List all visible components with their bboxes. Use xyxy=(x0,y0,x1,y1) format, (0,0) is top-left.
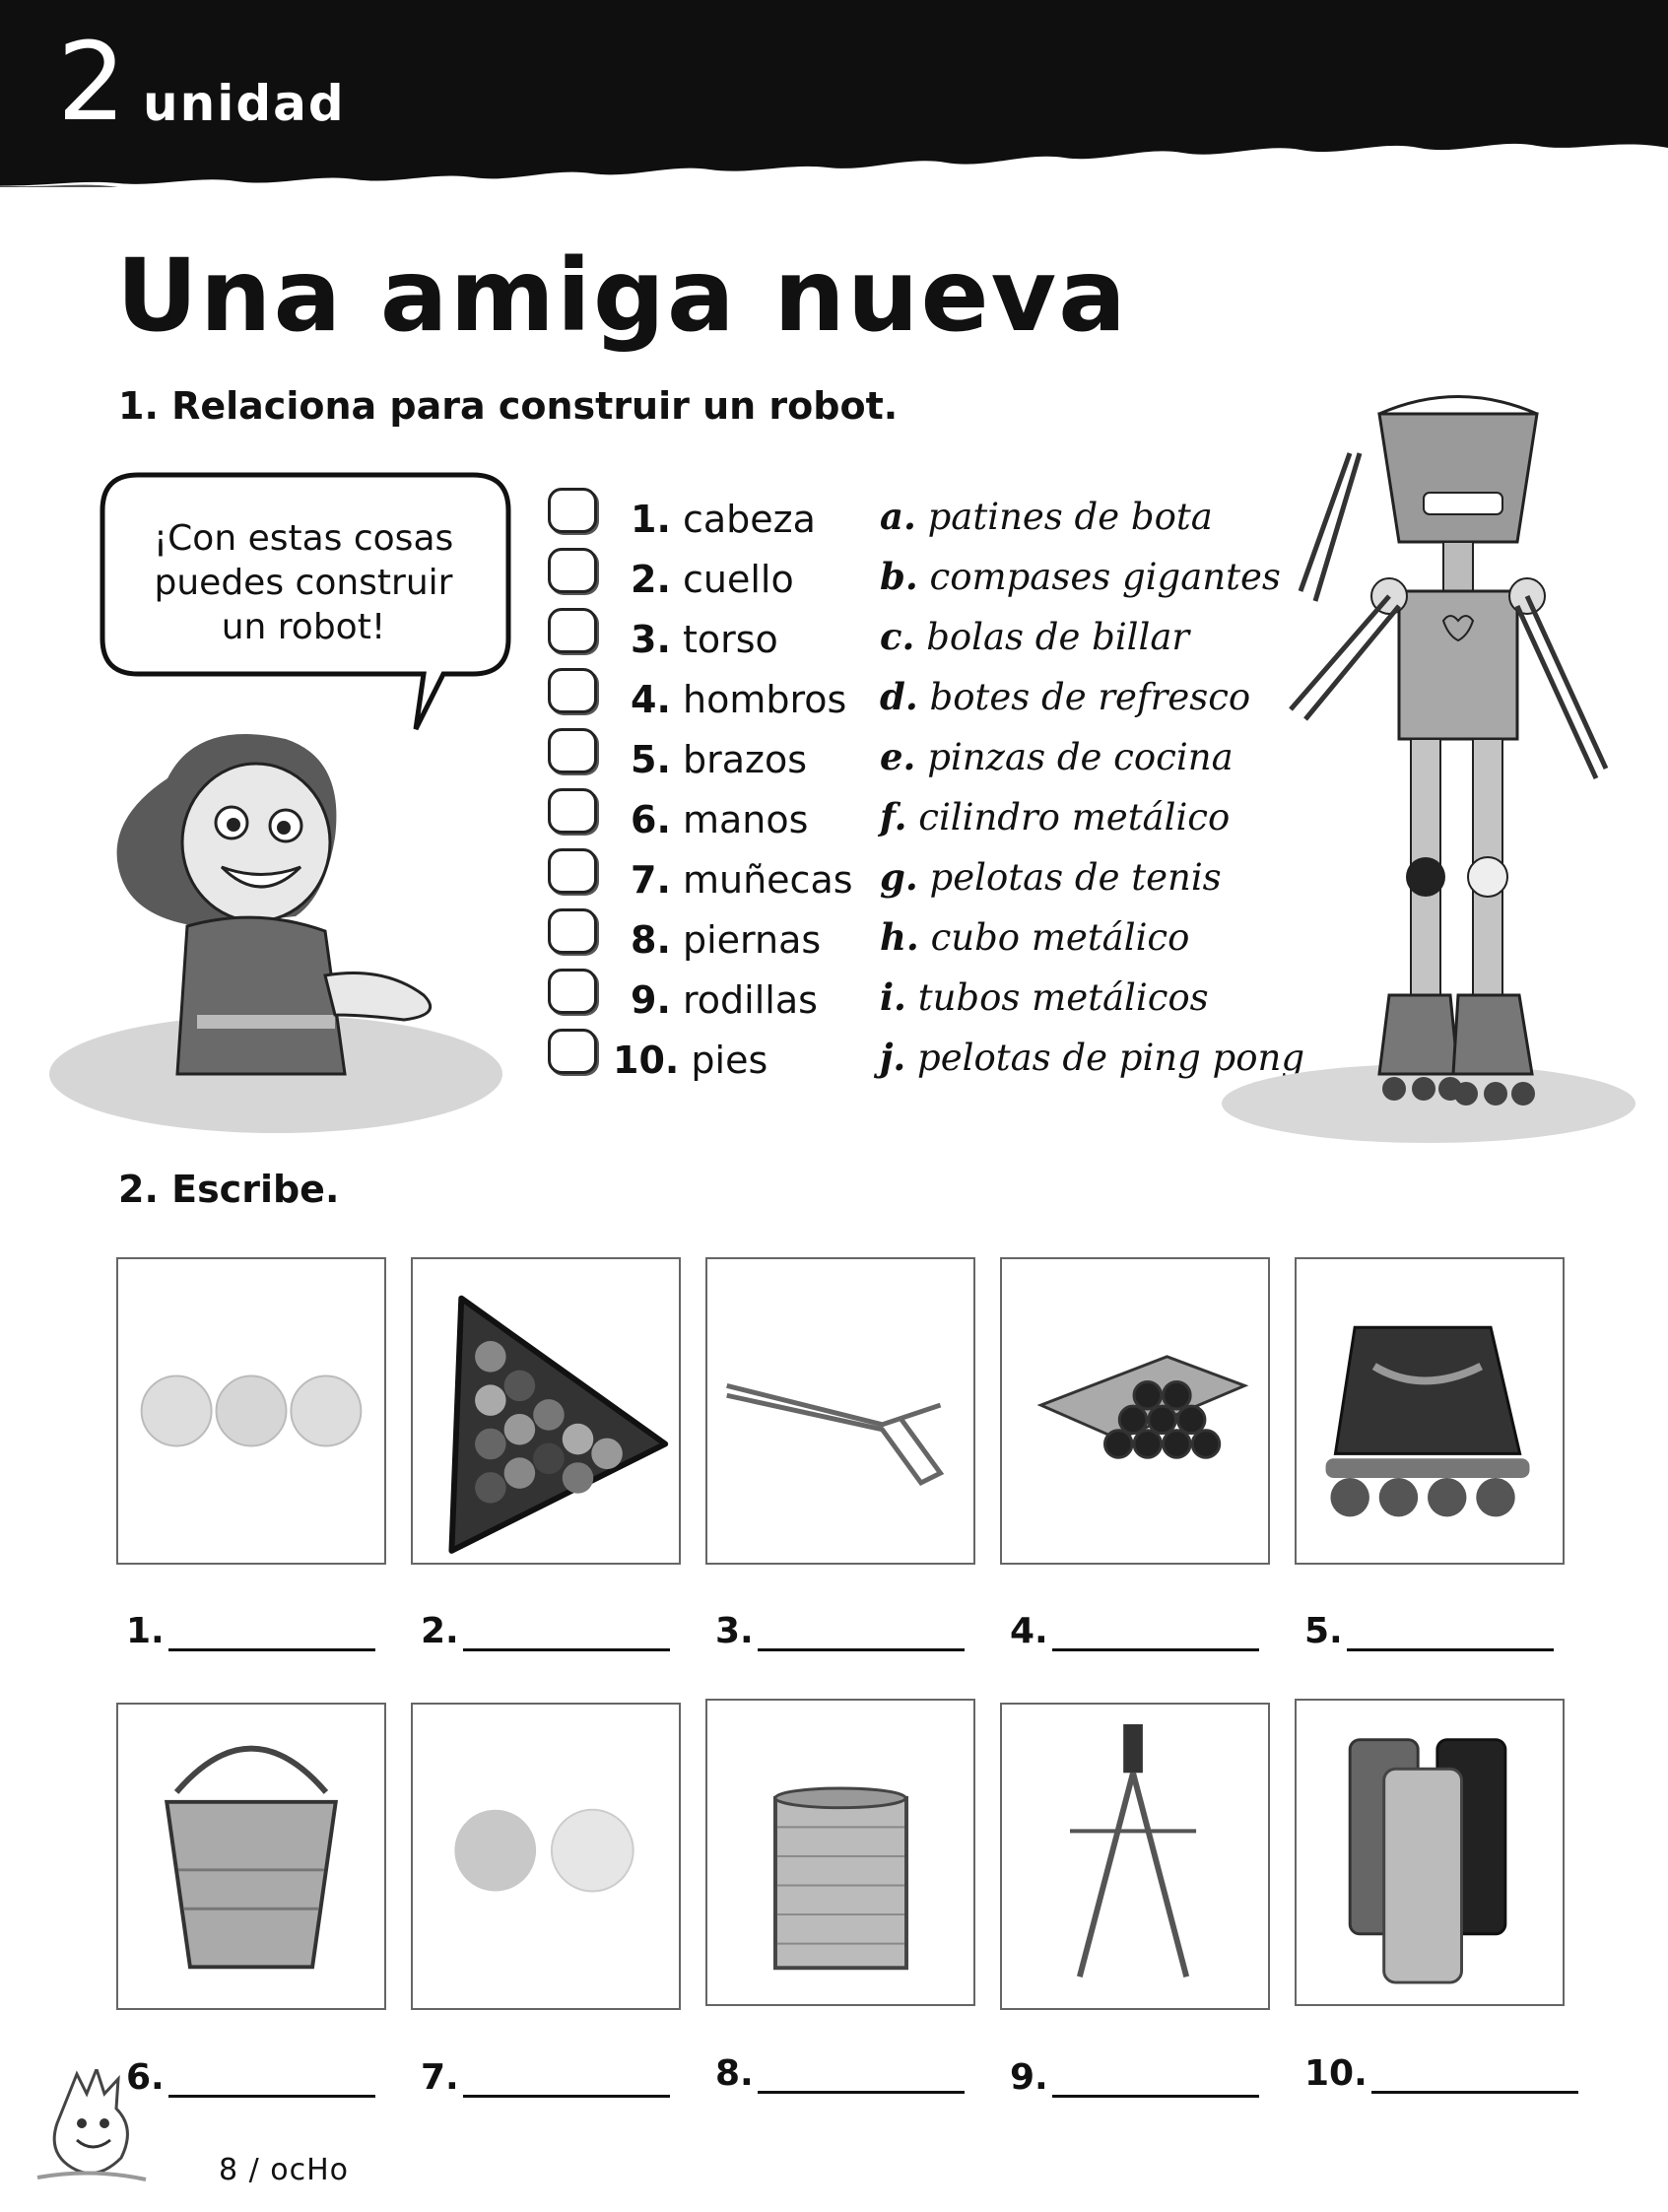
answer-box-8[interactable] xyxy=(548,908,597,954)
metal-bucket-icon xyxy=(118,1705,384,2008)
speech-bubble-text xyxy=(116,516,491,649)
answer-box-4[interactable] xyxy=(548,668,597,713)
blank-number-1: 1. xyxy=(126,1611,165,1651)
page-number: 8 / ocHo xyxy=(219,2153,350,2187)
soda-cans-icon xyxy=(1297,1701,1563,2004)
body-part-3: 3. torso xyxy=(631,618,778,661)
body-part-2: 2. cuello xyxy=(631,558,794,601)
item-b: b. compases gigantes xyxy=(880,555,1281,598)
photo-7 xyxy=(411,1703,681,2010)
body-part-9: 9. rodillas xyxy=(631,978,818,1022)
photo-5 xyxy=(1295,1257,1565,1565)
kitchen-tongs-icon xyxy=(707,1259,973,1563)
exercise-1-instruction: 1. Relaciona para construir un robot. xyxy=(118,384,899,428)
blank-number-10: 10. xyxy=(1304,2053,1368,2094)
photo-2 xyxy=(411,1257,681,1565)
tin-can-icon xyxy=(707,1701,973,2004)
photo-9 xyxy=(1000,1703,1270,2010)
item-i: i. tubos metálicos xyxy=(880,975,1209,1019)
body-part-7: 7. muñecas xyxy=(631,858,853,902)
mascot-icon xyxy=(28,2069,156,2187)
answer-box-2[interactable] xyxy=(548,548,597,593)
answer-blank-3[interactable] xyxy=(715,1611,965,1651)
answer-box-9[interactable] xyxy=(548,969,597,1014)
answer-box-3[interactable] xyxy=(548,608,597,653)
ping-pong-balls-icon xyxy=(413,1705,679,2008)
compass-icon xyxy=(1002,1705,1268,2008)
body-part-8: 8. piernas xyxy=(631,918,822,962)
blank-number-4: 4. xyxy=(1010,1611,1048,1651)
item-j: j. pelotas de ping pong xyxy=(880,1036,1305,1079)
item-d: d. botes de refresco xyxy=(880,675,1251,718)
answer-box-6[interactable] xyxy=(548,788,597,834)
photo-8 xyxy=(705,1699,975,2006)
item-f: f. cilindro metálico xyxy=(880,795,1231,838)
answer-box-10[interactable] xyxy=(548,1029,597,1074)
item-e: e. pinzas de cocina xyxy=(880,735,1234,778)
bubble-line-2: puedes construir xyxy=(154,563,453,603)
unit-number: 2 xyxy=(57,19,126,145)
answer-blank-5[interactable] xyxy=(1304,1611,1554,1651)
body-part-4: 4. hombros xyxy=(631,678,847,721)
exercise-2-instruction: 2. Escribe. xyxy=(118,1168,340,1211)
blank-number-2: 2. xyxy=(421,1611,459,1651)
answer-box-5[interactable] xyxy=(548,728,597,773)
photo-1 xyxy=(116,1257,386,1565)
photo-3 xyxy=(705,1257,975,1565)
body-part-10: 10. pies xyxy=(613,1039,768,1082)
photo-6 xyxy=(116,1703,386,2010)
robot-illustration xyxy=(1192,394,1645,1153)
metal-tubes-icon xyxy=(1002,1259,1268,1563)
photo-4 xyxy=(1000,1257,1270,1565)
blank-number-9: 9. xyxy=(1010,2057,1048,2098)
answer-box-1[interactable] xyxy=(548,488,597,533)
answer-blank-10[interactable] xyxy=(1304,2053,1578,2094)
blank-number-5: 5. xyxy=(1304,1611,1343,1651)
answer-blank-9[interactable] xyxy=(1010,2057,1259,2098)
item-c: c. bolas de billar xyxy=(880,615,1190,658)
bubble-line-1: ¡Con estas cosas xyxy=(153,518,454,559)
page-title: Una amiga nueva xyxy=(116,237,1128,355)
body-part-6: 6. manos xyxy=(631,798,809,841)
answer-blank-7[interactable] xyxy=(421,2057,670,2098)
bubble-line-3: un robot! xyxy=(221,607,386,647)
item-g: g. pelotas de tenis xyxy=(880,855,1222,899)
blank-number-8: 8. xyxy=(715,2053,754,2094)
tennis-balls-icon xyxy=(118,1259,384,1563)
answer-box-7[interactable] xyxy=(548,848,597,894)
body-part-5: 5. brazos xyxy=(631,738,808,781)
blank-number-3: 3. xyxy=(715,1611,754,1651)
inline-skate-icon xyxy=(1297,1259,1563,1563)
answer-blank-1[interactable] xyxy=(126,1611,375,1651)
answer-blank-4[interactable] xyxy=(1010,1611,1259,1651)
photo-10 xyxy=(1295,1699,1565,2006)
girl-character-illustration xyxy=(49,719,512,1133)
unit-label: unidad xyxy=(143,75,346,132)
answer-blank-6[interactable] xyxy=(126,2057,375,2098)
item-h: h. cubo metálico xyxy=(880,915,1190,959)
body-part-1: 1. cabeza xyxy=(631,498,816,541)
billiard-balls-icon xyxy=(413,1259,679,1563)
blank-number-7: 7. xyxy=(421,2057,459,2098)
answer-blank-2[interactable] xyxy=(421,1611,670,1651)
blank-number-6: 6. xyxy=(126,2057,165,2098)
item-a: a. patines de bota xyxy=(880,495,1213,538)
answer-blank-8[interactable] xyxy=(715,2053,965,2094)
